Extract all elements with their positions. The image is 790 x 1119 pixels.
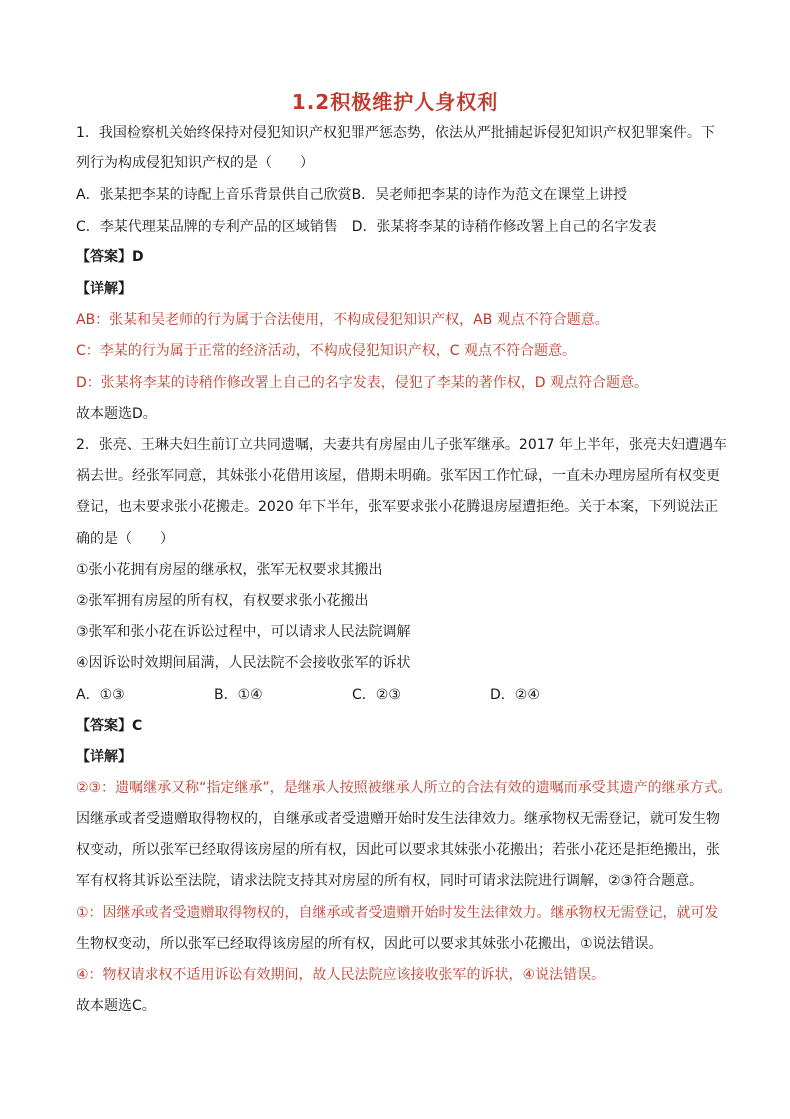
q2-explanation-23-line-1: ②③：遗嘱继承又称“指定继承”，是继承人按照被继承人所立的合法有效的遗嘱而承受其遗产的继承方式。 <box>76 780 732 796</box>
q2-conclusion: 故本题选C。 <box>76 998 156 1014</box>
q1-stem-line-2: 列行为构成侵犯知识产权的是（ ） <box>76 155 314 171</box>
q2-explanation-23-line-2: 因继承或者受遗赠取得物权的，自继承或者受遗赠开始时发生法律效力。继承物权无需登记，就可发生物 <box>76 811 720 827</box>
q2-explanation-23-line-3: 权变动，所以张军已经取得该房屋的所有权，因此可以要求其妹张小花搬出；若张小花还是拒绝搬出，张 <box>76 842 720 858</box>
q2-option-b: B．①④ <box>214 687 263 703</box>
q2-item-2: ②张军拥有房屋的所有权，有权要求张小花搬出 <box>76 593 369 609</box>
q2-explanation-4: ④：物权请求权不适用诉讼有效期间，故人民法院应该接收张军的诉状，④说法错误。 <box>76 967 606 983</box>
q1-explanation-ab: AB：张某和吴老师的行为属于合法使用，不构成侵犯知识产权，AB 观点不符合题意。 <box>76 312 609 328</box>
q2-answer: 【答案】C <box>76 718 143 734</box>
q1-detail-label: 【详解】 <box>76 281 132 297</box>
q2-option-c: C．②③ <box>352 687 401 703</box>
q2-item-4: ④因诉讼时效期间届满，人民法院不会接收张军的诉状 <box>76 655 411 671</box>
q2-stem-line-2: 祸去世。经张军同意，其妹张小花借用该屋，借期未明确。张军因工作忙碌，一直未办理房屋所有权变更 <box>76 468 720 484</box>
q2-item-1: ①张小花拥有房屋的继承权，张军无权要求其搬出 <box>76 562 383 578</box>
q2-stem-line-3: 登记，也未要求张小花搬走。2020 年下半年，张军要求张小花腾退房屋遭拒绝。关于本案，下列说法正 <box>76 499 719 515</box>
q1-answer: 【答案】D <box>76 249 144 265</box>
q2-item-3: ③张军和张小花在诉讼过程中，可以请求人民法院调解 <box>76 624 411 640</box>
q1-stem-line-1: 1．我国检察机关始终保持对侵犯知识产权犯罪严惩态势，依法从严批捕起诉侵犯知识产权犯罪案件。下 <box>76 125 715 141</box>
page-title: 1.2积极维护人身权利 <box>291 90 499 114</box>
q2-stem-line-4: 确的是（ ） <box>76 531 174 547</box>
q1-conclusion: 故本题选D。 <box>76 406 157 422</box>
q1-explanation-c: C：李某的行为属于正常的经济活动，不构成侵犯知识产权，C 观点不符合题意。 <box>76 343 576 359</box>
q2-explanation-23-line-4: 军有权将其诉讼至法院，请求法院支持其对房屋的所有权，同时可请求法院进行调解，②③符合题意。 <box>76 873 704 889</box>
q1-options-cd: C．李某代理某品牌的专利产品的区域销售 D．张某将李某的诗稍作修改署上自己的名字发表 <box>76 219 657 235</box>
q2-stem-line-1: 2．张亮、王琳夫妇生前订立共同遗嘱，夫妻共有房屋由儿子张军继承。2017 年上半年，张亮夫妇遭遇车 <box>76 437 727 453</box>
q2-option-a: A．①③ <box>76 687 125 703</box>
q2-explanation-1-line-2: 生物权变动，所以张军已经取得该房屋的所有权，因此可以要求其妹张小花搬出，①说法错误。 <box>76 936 663 952</box>
q2-explanation-1-line-1: ①：因继承或者受遗赠取得物权的，自继承或者受遗赠开始时发生法律效力。继承物权无需登记，就可发 <box>76 905 719 921</box>
q1-explanation-d: D：张某将李某的诗稍作修改署上自己的名字发表，侵犯了李某的著作权，D 观点符合题意。 <box>76 375 649 391</box>
q2-detail-label: 【详解】 <box>76 749 132 765</box>
q1-options-ab: A．张某把李某的诗配上音乐背景供自己欣赏B．吴老师把李某的诗作为范文在课堂上讲授 <box>76 187 628 203</box>
q2-option-d: D．②④ <box>490 687 540 703</box>
